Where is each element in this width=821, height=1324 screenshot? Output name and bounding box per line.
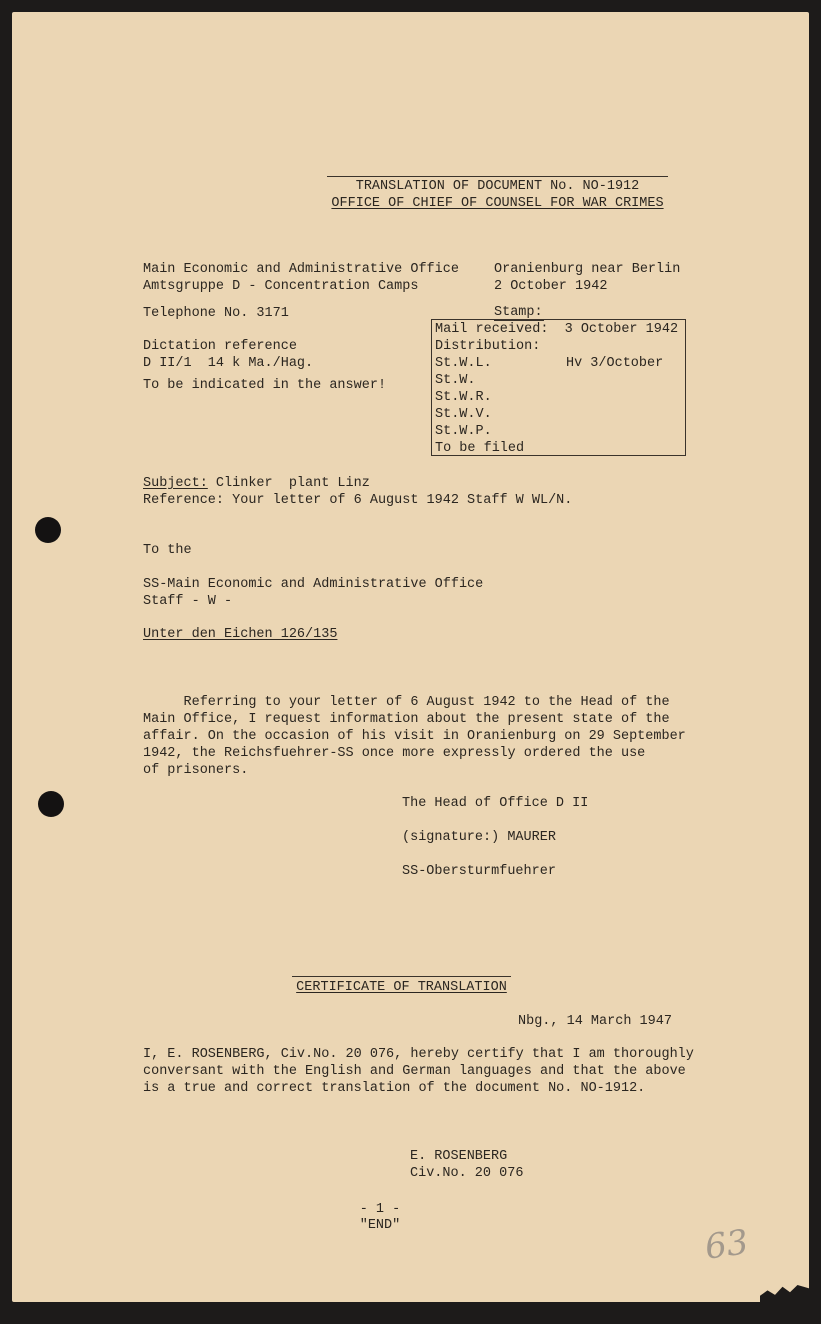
stamp-row-distribution: Distribution:: [435, 339, 541, 354]
certificate-line-1: I, E. ROSENBERG, Civ.No. 20 076, hereby certify that I am thoroughly: [143, 1047, 694, 1062]
header-line-1: TRANSLATION OF DOCUMENT No. NO-1912: [355, 179, 640, 194]
certificate-line-3: is a true and correct translation of the document No. NO-1912.: [143, 1081, 646, 1096]
signature-signed: (signature:) MAURER: [402, 830, 556, 845]
stamp-handwritten-note: Hv 3/October: [566, 356, 664, 371]
sender-group: Amtsgruppe D - Concentration Camps: [143, 279, 419, 294]
body-line-5: of prisoners.: [143, 763, 249, 778]
body-line-2: Main Office, I request information about the present state of the: [143, 712, 670, 727]
header-top-rule: [327, 176, 668, 177]
stamp-row-stwr: St.W.R.: [435, 390, 492, 405]
stamp-row-stwp: St.W.P.: [435, 424, 492, 439]
sender-telephone: Telephone No. 3171: [143, 306, 289, 321]
dictation-value: D II/1 14 k Ma./Hag.: [143, 356, 314, 371]
sender-office: Main Economic and Administrative Office: [143, 262, 459, 277]
stamp-row-to-be-filed: To be filed: [435, 441, 525, 456]
signature-title: The Head of Office D II: [402, 796, 589, 811]
subject-value: Clinker plant Linz: [207, 476, 370, 491]
body-line-1: Referring to your letter of 6 August 1942 to the Head of the: [143, 695, 670, 710]
recipient-staff: Staff - W -: [143, 594, 233, 609]
page-number: - 1 -: [359, 1202, 401, 1217]
indicate-note: To be indicated in the answer!: [143, 378, 387, 393]
reference-line: Reference: Your letter of 6 August 1942 Staff W WL/N.: [143, 493, 573, 508]
certificate-line-2: conversant with the English and German languages and that the above: [143, 1064, 686, 1079]
dictation-label: Dictation reference: [143, 339, 297, 354]
stamp-title: Stamp:: [494, 305, 543, 320]
punch-hole-top: [35, 517, 61, 543]
translator-civ-no: Civ.No. 20 076: [410, 1166, 524, 1181]
header-line-2: OFFICE OF CHIEF OF COUNSEL FOR WAR CRIMES: [331, 196, 664, 211]
stamp-row-stwv: St.W.V.: [435, 407, 492, 422]
subject-line: [143, 475, 370, 492]
stamp-box: [431, 319, 686, 456]
stamp-row-stwl: St.W.L.: [435, 356, 492, 371]
place: Oranienburg near Berlin: [494, 262, 681, 277]
stamp-row-mail-received: Mail received: 3 October 1942: [435, 322, 679, 337]
recipient-address: Unter den Eichen 126/135: [143, 627, 338, 642]
signature-rank: SS-Obersturmfuehrer: [402, 864, 556, 879]
certificate-title: CERTIFICATE OF TRANSLATION: [296, 980, 507, 995]
certificate-place-date: Nbg., 14 March 1947: [518, 1014, 672, 1029]
recipient-to: To the: [143, 543, 192, 558]
body-line-4: 1942, the Reichsfuehrer-SS once more expressly ordered the use: [143, 746, 646, 761]
punch-hole-bottom: [38, 791, 64, 817]
handwritten-page-mark: 63: [702, 1222, 751, 1268]
end-mark: "END": [359, 1218, 401, 1233]
letter-date: 2 October 1942: [494, 279, 608, 294]
body-line-3: affair. On the occasion of his visit in Oranienburg on 29 September: [143, 729, 686, 744]
translator-name: E. ROSENBERG: [410, 1149, 508, 1164]
certificate-top-rule: [292, 976, 511, 977]
subject-label: Subject:: [143, 476, 208, 491]
recipient-office: SS-Main Economic and Administrative Office: [143, 577, 484, 592]
stamp-row-stw: St.W.: [435, 373, 476, 388]
